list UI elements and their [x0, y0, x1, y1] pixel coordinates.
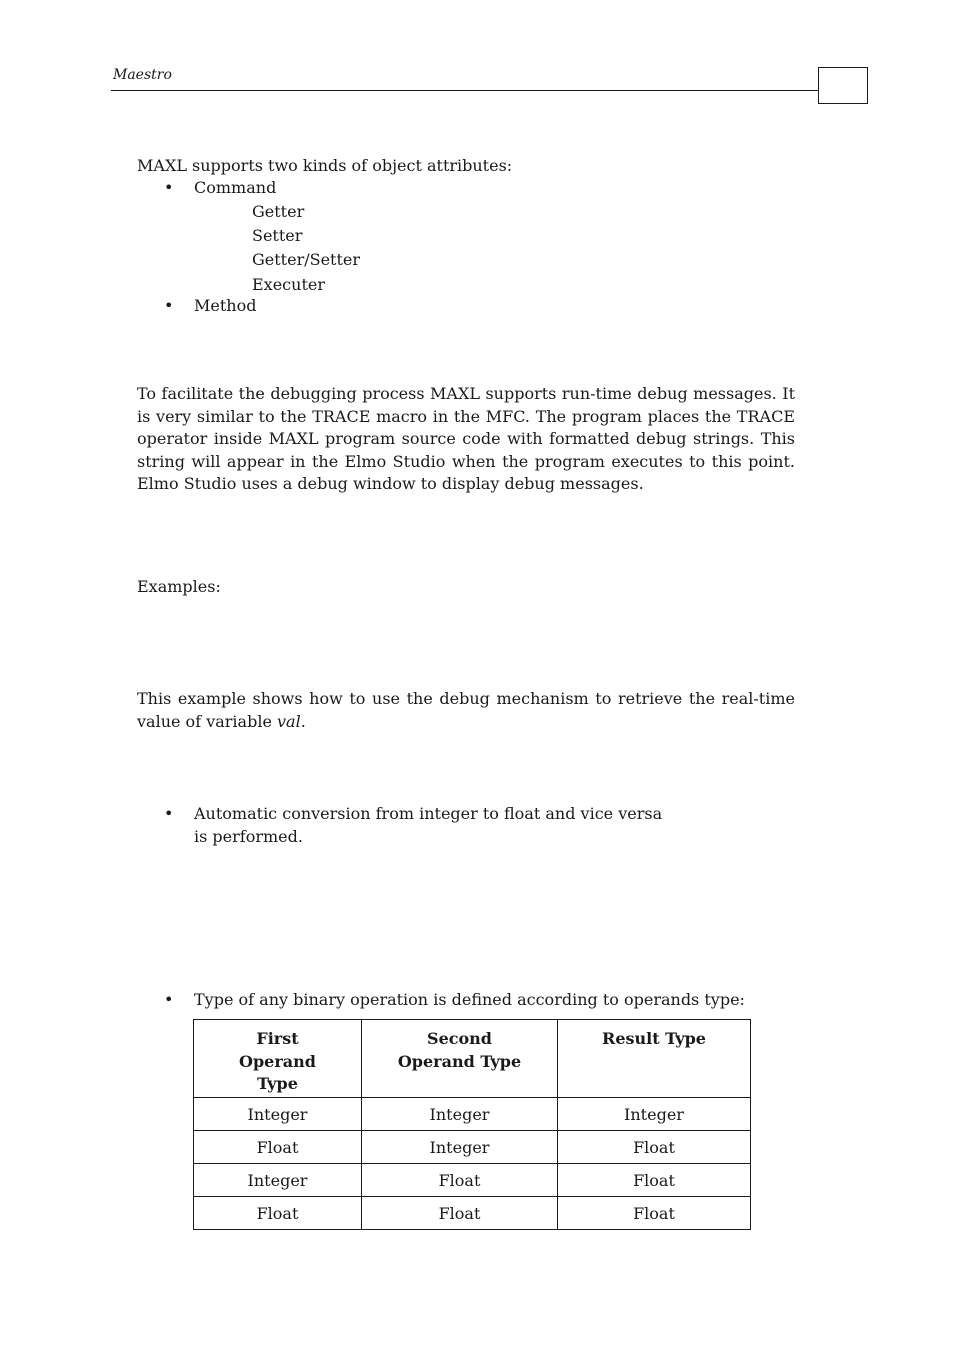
table-cell: Float	[558, 1131, 751, 1164]
table-row	[194, 1164, 751, 1197]
table-header-row	[194, 1020, 751, 1098]
table-cell: Integer	[194, 1164, 362, 1197]
column-header: Second Operand Type	[362, 1020, 558, 1098]
table-cell: Float	[558, 1197, 751, 1230]
bullet-icon: •	[164, 804, 174, 823]
attributes-intro: MAXL supports two kinds of object attributes:	[137, 156, 513, 175]
sub-item-executer: Executer	[252, 275, 325, 294]
example-description	[137, 688, 795, 733]
table-cell: Integer	[362, 1131, 558, 1164]
table-cell: Float	[194, 1197, 362, 1230]
operand-type-table	[193, 1019, 751, 1230]
list-item-label: Automatic conversion from integer to float and vice versa is performed.	[194, 804, 663, 846]
table-row	[194, 1098, 751, 1131]
debug-paragraph: To facilitate the debugging process MAXL supports run-time debug messages. It is very similar to the TRACE macro in the MFC. The program places the TRACE operator inside MAXL program source code with formatted debug strings. This string will appear in the Elmo Studio when the program executes to this point. Elmo Studio uses a debug window to display debug messages.	[137, 384, 795, 493]
bullet-icon: •	[164, 990, 174, 1009]
examples-label: Examples:	[137, 577, 221, 596]
example-text-end: .	[300, 711, 306, 731]
table-cell: Float	[362, 1164, 558, 1197]
sub-item-getter: Getter	[252, 202, 305, 221]
list-item-label: Type of any binary operation is defined according to operands type:	[194, 990, 745, 1009]
list-item-label: Command	[194, 178, 277, 197]
sub-item-setter: Setter	[252, 226, 303, 245]
page-number-box	[818, 67, 868, 104]
list-item-label: Method	[194, 296, 257, 315]
table-cell: Float	[362, 1197, 558, 1230]
table-cell: Integer	[558, 1098, 751, 1131]
table-cell: Float	[194, 1131, 362, 1164]
column-header: Result Type	[558, 1020, 751, 1098]
table-row	[194, 1131, 751, 1164]
table-cell: Integer	[362, 1098, 558, 1131]
header-rule	[111, 90, 818, 91]
running-header-title: Maestro	[113, 67, 172, 83]
example-text: This example shows how to use the debug mechanism to retrieve the real-time value of variable	[137, 689, 795, 731]
table-cell: Float	[558, 1164, 751, 1197]
sub-item-getter-setter: Getter/Setter	[252, 250, 361, 269]
column-header: First Operand Type	[194, 1020, 362, 1098]
table-row	[194, 1197, 751, 1230]
bullet-icon: •	[164, 178, 174, 197]
table-cell: Integer	[194, 1098, 362, 1131]
example-variable: val	[277, 711, 301, 731]
bullet-icon: •	[164, 296, 174, 315]
